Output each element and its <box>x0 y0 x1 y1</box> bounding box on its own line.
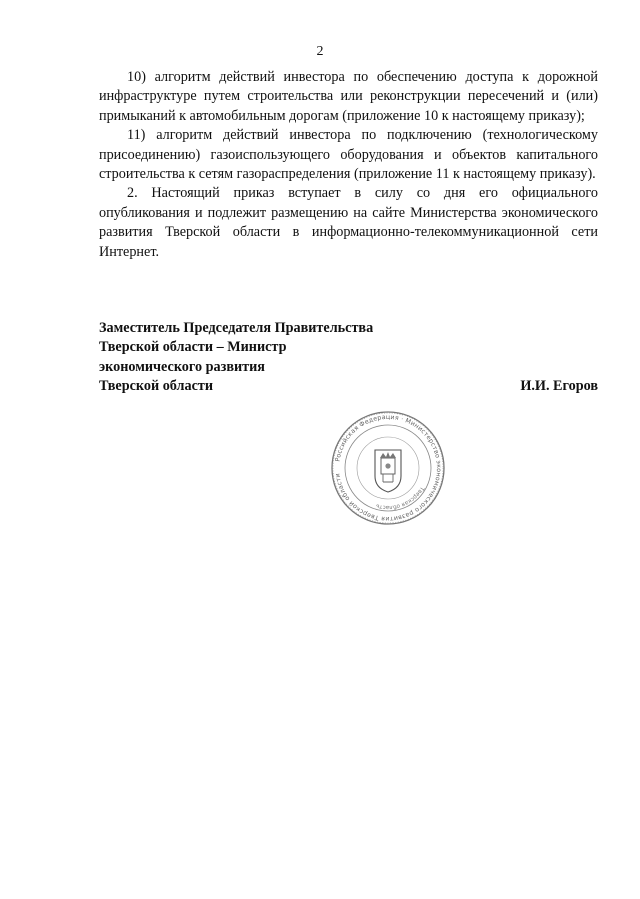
document-body <box>99 68 598 262</box>
signatory-position-line: Заместитель Председателя Правительства <box>99 320 374 336</box>
coat-of-arms-icon <box>375 450 401 492</box>
signatory-position-line: экономического развития <box>99 358 265 375</box>
signature-block <box>99 319 598 397</box>
paragraph-item-10: 10) алгоритм действий инвестора по обеспечению доступа к дорожной инфраструктуре путем строительства или реконструкции пересечений и (или) примыканий к автомобильным дорогам (приложение 10 к настоящему приказу); <box>99 69 598 124</box>
svg-text:Тверская область: Тверская область <box>375 485 425 511</box>
signatory-position-line: Тверской области <box>99 378 214 395</box>
signatory-name: И.И. Егоров <box>520 378 598 395</box>
svg-text:Российская Федерация · Министе: Российская Федерация · Министерство экономического развития Тверской области <box>334 413 443 523</box>
paragraph-item-11: 11) алгоритм действий инвестора по подключению (технологическому присоединению) газоиспользующего оборудования и объектов капитального строительства к сетям газораспределения (приложение 11 к настоящему приказу). <box>99 127 598 183</box>
paragraph-clause-2: 2. Настоящий приказ вступает в силу со дня его официального опубликования и подлежит размещению на сайте Министерства экономического развития Тверской области в информационно-телекоммуникационной сети Интернет. <box>99 185 598 260</box>
page-number: 2 <box>316 44 324 59</box>
official-seal-icon <box>330 410 446 526</box>
signatory-position-line: Тверской области – Министр <box>99 339 287 356</box>
